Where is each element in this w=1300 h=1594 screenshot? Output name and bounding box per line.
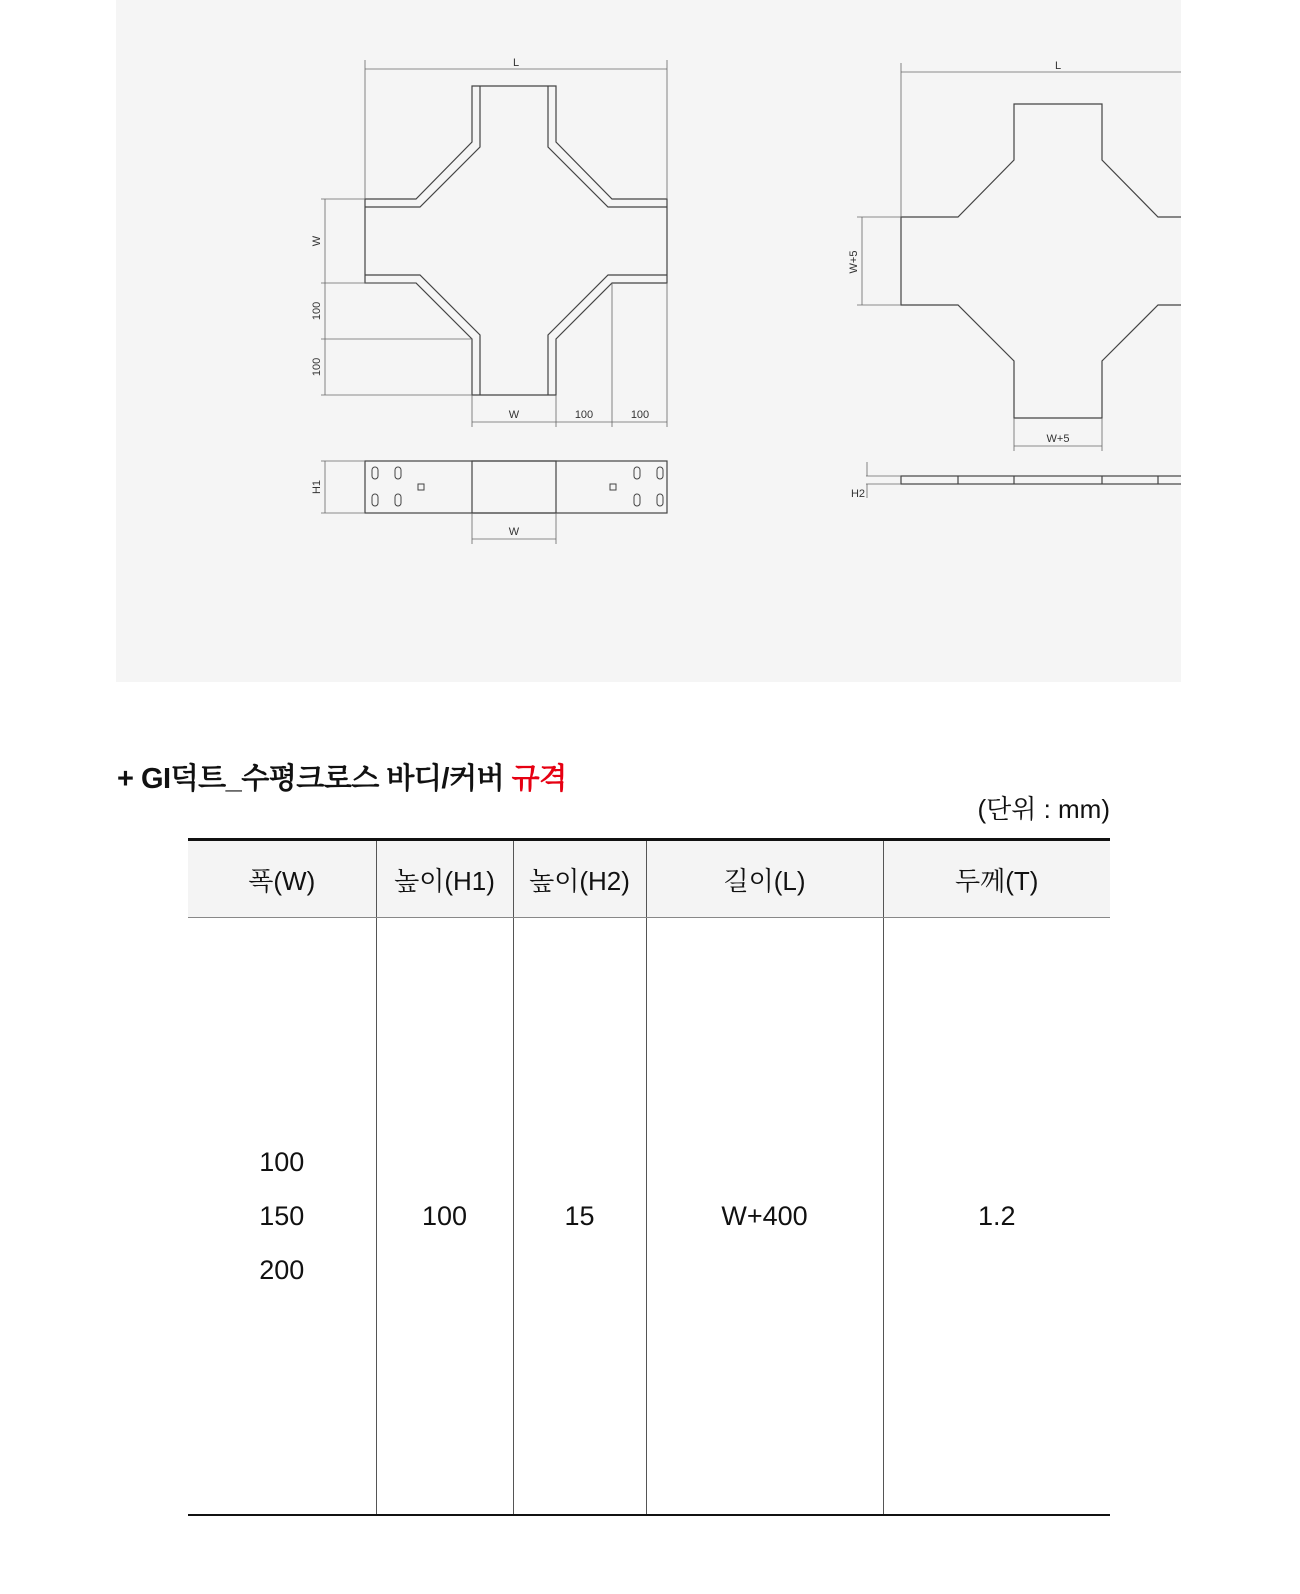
cell-length: W+400 xyxy=(646,918,883,1516)
header-height-h1: 높이(H1) xyxy=(376,840,513,918)
dim-body-offset-1: 100 xyxy=(311,301,323,321)
drawing-panel xyxy=(116,0,1181,682)
body-cross-inner xyxy=(365,86,667,395)
table-row xyxy=(188,918,1110,1516)
dim-body-side-width: W xyxy=(508,526,520,538)
dim-body-width: W xyxy=(311,235,323,247)
dim-body-bottom-offset-2: 100 xyxy=(630,409,650,421)
width-value: 200 xyxy=(259,1255,305,1285)
cell-widths xyxy=(188,918,376,1516)
cell-height-h2: 15 xyxy=(513,918,646,1516)
table-header-row xyxy=(188,840,1110,918)
body-cross-outer xyxy=(365,86,667,395)
dim-body-offset-2: 100 xyxy=(311,357,323,377)
width-value: 150 xyxy=(259,1201,305,1231)
cover-cross-outline xyxy=(901,104,1181,418)
dim-cover-length: L xyxy=(1054,60,1062,72)
width-value: 100 xyxy=(259,1147,305,1177)
body-side-view xyxy=(365,461,667,513)
header-length: 길이(L) xyxy=(646,840,883,918)
section-title-accent: 규격 xyxy=(511,763,567,795)
header-height-h2: 높이(H2) xyxy=(513,840,646,918)
dim-cover-bottom-width: W+5 xyxy=(1046,433,1070,445)
section-title-text: + GI덕트_수평크로스 바디/커버 xyxy=(117,763,512,795)
technical-drawing xyxy=(116,0,1181,682)
dim-cover-height: H2 xyxy=(850,488,866,500)
cell-height-h1: 100 xyxy=(376,918,513,1516)
dim-body-height: H1 xyxy=(311,479,323,495)
dim-body-bottom-width: W xyxy=(508,409,520,421)
spec-table xyxy=(188,838,1110,1516)
cell-thickness: 1.2 xyxy=(883,918,1110,1516)
unit-note: (단위 : mm) xyxy=(977,794,1110,824)
dim-body-length: L xyxy=(512,57,520,69)
cover-side-view xyxy=(901,476,1181,484)
header-thickness: 두께(T) xyxy=(883,840,1110,918)
dim-body-bottom-offset-1: 100 xyxy=(574,409,594,421)
dim-cover-width: W+5 xyxy=(848,250,860,274)
header-width: 폭(W) xyxy=(188,840,376,918)
section-title xyxy=(117,756,567,797)
body-side-holes xyxy=(372,467,663,506)
